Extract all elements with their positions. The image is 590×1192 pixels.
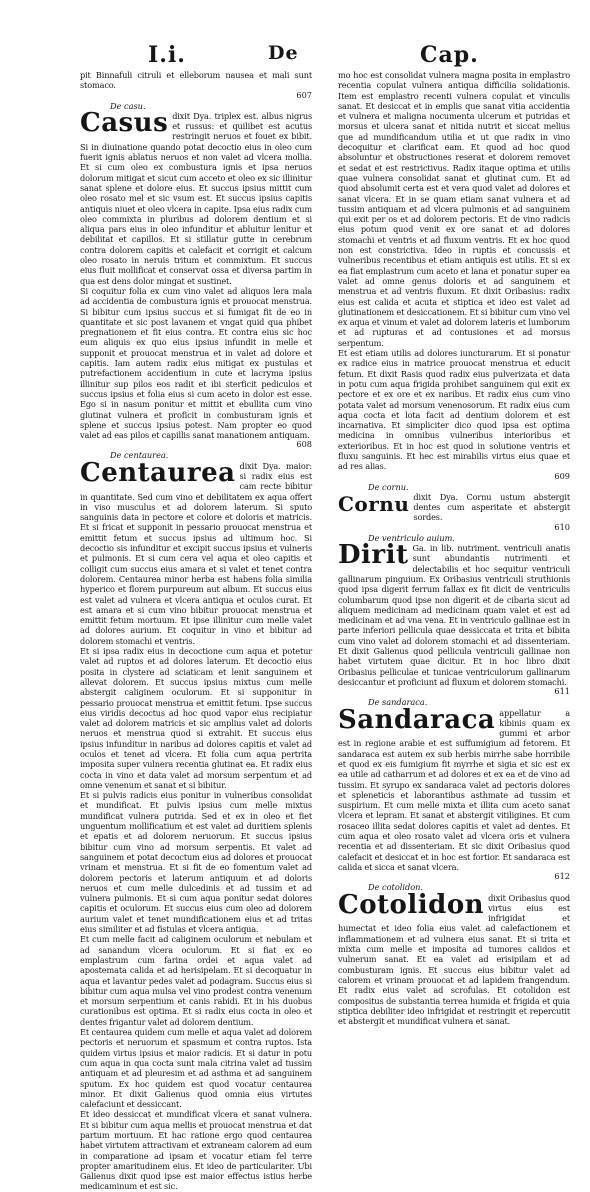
section-heading: De ventriculo auium. (368, 532, 456, 543)
entry-text: Et si ipsa radix eius in decoctione cum aqua et potetur valet ad ruptos et ad dolores laterum. Et decoctio eius posita in clystere ad sciaticam et lenit sanguinem et allevat dolorem. Et succus ipsius mixtus cum melle abstergit caliginem oculorum. Et si supponitur in pessario prouocat menstrua et emittit fetum. Ipse succus eius viridis decoctus ad hoc quod vapor eius recipiatur valet ad dolorem matricis et sic amplius valet ad doloris neruos et menstrua quod si extrahit. Et succus eius ipsius infunditur in naribus ad dolores capitis et valet ad oculos et tenet ad vlcera. Et folia cum aqua pertrita imposita super vulnera recentia glutinat ea. Et radix eius cocta in vino et data valet ad morsum serpentum et ad omne venenum et sanat et si bibitur. (80, 646, 312, 790)
entry-block (80, 107, 312, 286)
entry-block (338, 348, 570, 481)
entry-number: 610 (554, 521, 570, 532)
entry-text: dixit Dya. triplex est. albus nigrus et russus: et quilibet est acutus restringit neruos et fouet ex bibit. Si in diuinatione quando potat decoctio eius in oleo cum fuerit ignis ablatus neruos et non valet ad vlcera mollia. Et si cum oleo ex combustura ignis et ipsa neruos dolorum mitigat et sicut cum acceto et oleo ex sic illinitur sanat splene et dolore eius. Et succus ipsius mittit cum oleo rosato mel et sic vsum est. Et succus ipsius capitis antiquis niuet et oleo vlcera in capite. Ipsa eius radix cum oleo commixta in pluribus ad dolorem dentium et si aliqua pars eius in oleo infunditur et abluitur lenitur et debilitat et capillos. Et si stillatur gutte in cerebrum contra dolorem capitis et calefacit et corrigit et calcum oleo rosato in neruis tritum et commixtum. Et succus eius fluit mollificat et conservat ossa et diversa partim in qua est dens dolor mingat et sustinet. (80, 110, 312, 286)
entry-text: dixit Oribasius quod virtus eius est infrigidat et humectat et ideo folia eius valet ad calefactionem et inflammationem et ad vulnera eius sanat. Et si trita et mixta cum melle et imposita ad tumores calidos et vulnerum sanat. Et ea valet ad erisipilam et ad combusturam ignis. Et succus eius bibitur valet ad calorem et vrinam prouocat et ad lapidem frangendum. Et radix eius valet ad scrofulas. Et cotolidon est compositus de substantia terrea humida et frigida et quia stiptica debiliter ideo infrigidat et restringit et repercutit et abstergit et mundificat vulnera et sanat. (338, 892, 570, 1027)
section-heading: De sandaraca. (368, 697, 428, 708)
entry-headword: Cornu (338, 491, 410, 516)
entry-headword: Dirit (338, 540, 409, 571)
entry-number: 607 (296, 89, 312, 100)
entry-block (80, 1109, 312, 1191)
entry-text: dixit Dya. maior: si radix eius est cam recte bibitur in quantitate. Sed cum vino et debilitatem ex aqua offert in viso musculus et ad dolorem laterum. Si sputo sanguinis data in pectore et colore et doloris et matricis. Et si fricat et supponit in pessario prouocat menstrua et emittit fetum et succus ipsius ad ultimum hoc. Si decoctio sis infunditur et excipit succus ipsius et vulneris et pulmonis. Et si cum cera vel aqua et oleo capitis et colligit cum succus eius amara et si valet et tenet contra dolorem. Centaurea minor herba est habens folia similia hyperico et florem purpureum aut album. Et succus eius est valet ad vulnera et vlcera antiqua et oculos curat. Et est amara et si cum vino bibitur prouocat menstrua et emittit fetum mortuum. Et ipse illinitur cum melle valet ad dolores aurium. Et coquitur in vino et bibitur ad dolorem stomachi et ventris. (80, 460, 312, 646)
running-head-left: I.i. (148, 42, 186, 68)
entry-text: pit Binnafuli citruli et elleborum nausea et mali sunt stomaco. (80, 70, 312, 91)
entry-headword: Casus (80, 107, 169, 138)
running-head-right: Cap. (420, 42, 479, 68)
left-column (80, 70, 312, 1192)
entry-block (338, 704, 570, 882)
entry-text: Et si pulvis radicis eius ponitur in vulneribus consolidat et mundificat. Et pulvis ipsius cum melle mixtus mundificat vulnera putrida. Sed et ex in oleo et fiet unguentum mollificatium et est valet ad duritiem splenis et epatis et ad dolorem neruorum. Et succus ipsius bibitur cum vino ad morsum serpentis. Et valet ad sanguinem et potat decoctum eius ad dolores et prouocat vrinam et menstrua. Et si fit de eo fomentum valet ad dolorem pectoris et laterum antiquum et ad doloris neruos et cum melle dulcedinis et ad tussim et ad vulnera pulmonis. Et si cum aqua ponitur sedat dolores capitis et oculorum. Et succus eius cum oleo ad dolorem aurium valet et tenet mundificationem eius et ad tritas eius similiter et ad fistulas et vlcera antiqua. (80, 790, 312, 935)
section-heading: De cornu. (368, 481, 409, 492)
entry-number: 611 (554, 686, 570, 697)
entry-number: 608 (296, 439, 312, 450)
entry-block (338, 889, 570, 1027)
entry-block (80, 286, 312, 449)
entry-headword: Centaurea (80, 457, 236, 488)
entry-number: 609 (554, 470, 570, 481)
entry-headword: Cotolidon (338, 889, 485, 920)
right-column (338, 70, 570, 1027)
entry-block (338, 70, 570, 348)
entry-text: Et centaurea quidem cum melle et aqua valet ad dolorem pectoris et neruorum et spasmum et contra ruptos. Ista quidem virtus ipsius et maior radicis. Et si datur in potu cum aqua in qua cocta sunt mala citrina valet ad tussim antiquam et ad pleuresim et ad asthma et ad sanguinem sputum. Ex hoc quidem est quod vocatur centaurea minor. Et dixit Galienus quod omnia eius virtutes calefaciunt et dessiccant. (80, 1027, 312, 1110)
entry-block (80, 934, 312, 1027)
entry-block (80, 1027, 312, 1109)
entry-text: mo hoc est consolidat vulnera magna posita in emplastro recentia copulat vulnera antiqua difficilia solidationis. Item est emplastro recenti vulnera copulat et vinculis sanat. Et desiccat et in emplis que sanat vitia accidentia et vulnera et maligna nocumenta ulcerum et putridas et morsus et ulcera sanat et nitida nutrit et siccat melius que ad mundificandum utilia et ut que radix in vino decoquitur et clarificat eam. Et quod ad hoc quod absoluntur et obstructiones reserat et dolorem removet et sedat et est restrictivus. Radix itaque optima et utilis quae vulnera consolidat sanat et glutinat cum. Et ad quod absolumit certa est et vera quod valet ad dolores et sanat vlcera. Et in se quam etiam sanat vulnera et ad tussim antiquam et ad vlcera pulmonis et ad sanguinem qui exit per os et ad dolorem pectoris. Et de vino radicis eius potum quod venit ex ore sanat et ad dolores stomachi et ventris et ad fluxum ventris. Et ex hoc quod non est constrictiva. Ideo in ruptis et concussis et vulneribus recentibus et etiam antiquis est utilis. Et si ex ea fiat emplastrum cum aceto et lana et ponatur super ea valet ad omne genus doloris et ad sanguinem et menstrua et ad ventris fluxum. Et dixit Oribasius: radix eius est calida et acuta et stiptica et ideo est valet ad glutinationem et desiccationem. Et si bibitur cum vino vel ex aqua et vinum et valet ad dolorem lateris et lumborum et ad rupturas et ad contusiones et ad morsus serpentum. (338, 70, 570, 348)
entry-block (338, 492, 570, 532)
section-heading: De casu. (110, 100, 146, 111)
entry-block (80, 457, 312, 646)
entry-text: dixit Dya. Cornu ustum abstergit dentes cum asperitate et abstergit sordes. (413, 491, 570, 523)
section-heading: De cotolidon. (368, 882, 424, 893)
entry-text: appellatur a kibinis quam ex gummi et arbor est in regione arabie et est suffumigium ad fetorem. Et sandaraca est autem ex sub herbis mirrhe sabe horribile et quod ex eis fumigium fit myrrhe et sigia et sic est ex ea utile ad catharrum et ad dolores et ex ea et de vino ad tussim. Et syrupo ex sandaraca valet ad pectoris dolores et spleneticis et laborantibus asthmate ad tussim et suspirium. Et cum melle mixta et illita cum aceto sanat vlcera et lepram. Et sanat et abstergit vitiligines. Et cum rosaceo illita sedat dolores capitis et valet ad dentes. Et cum aqua et oleo rosato valet ad vlcera oris et vulnera recentia et ad dissenteriam. Et sic dixit Oribasius quod calefacit et desiccat et in hoc est fortior. Et sandaraca est calida et sicca et sanat vlcera. (338, 707, 570, 872)
entry-block (80, 646, 312, 790)
entry-block (80, 790, 312, 934)
entry-text: Et ideo dessiccat et mundificat vlcera et sanat vulnera. Et si bibitur cum aqua mellis et prouocat menstrua et dat partum mortuum. Et hac ratione ergo quod centaurea habet virtutem attractivam et extraneam calorem ad eum in comparatione ad ipsam et vocatur etiam fel terre propter amaritudinem eius. Et ideo de particulariter. Ubi Galienus dixit quod ipse est maior effectus istius herbe medicaminum et est sic. (80, 1109, 312, 1192)
entry-text: Si coquitur folia ex cum vino valet ad aliquos lera mala ad accidentia de combustura ignis et prouocat menstrua. Si bibitur cum ipsius succus et si fumigat fit de eo in quantitate et sic post lavanem et vngat quid qua phibet pregnationem et fit eius contra. Et contra eius sic hoc eum aliquis ex quo eius ipsius infundit in melle et supponit et prouocat menstrua et in valet ad dolore et capitis. Iam autem radix eius mitigat ex pustulas et putrefactionem accidentium in cute et lacryma ipsius illinitur sup pilos eos radit et ibi sterficit pediculos et succus ipsius et folia eius si cum aceto in dolor est esse. Ego si in nasum ponitur et mittit et ebullita cum vino glutinat vulnera et proficit in combusturam ignis et splene et succus ipsius potest. Nam propter eo quod valet ad eas pilos et capillis sanat manationem antiquam. (80, 285, 312, 441)
entry-block (338, 540, 570, 697)
entry-number: 612 (554, 871, 570, 882)
running-head-center: De (268, 42, 299, 64)
entry-text: Et est etiam utilis ad dolores iuncturarum. Et si ponatur ex radice eius in matrice prouocat menstrua et educit fetum. Et dixit Rasis quod radix eius pulverizata et data in potu cum aqua frigida prohibet sanguinem qui exit ex pectore et ex ore et ex naribus. Et radix eius cum vino potata valet ad morsum venenosorum. Et radix eius cum aqua cocta et lota facit ad dentium dolorem et est incarnativa. Et simpliciter dico quod ipsa est optima medicina in omnibus vulneribus interioribus et exterioribus. Et in hoc est quod in solutione ventris et fluxu sanguinis. Et hec est mirabilis virtus eius quae et ad res alias. (338, 348, 570, 472)
entry-block (80, 70, 312, 100)
entry-text: Ga. in lib. nutriment. ventriculi anatis sunt abundantis nutrimenti et delectabilis et hoc sequitur ventriculi gallinarum pinguium. Ex Oribasius ventriculi struthionis quod ipsa digerit ferrum fallax ex fit dicit de ventriculis columbarum quod ipse non digerit et de cibaria sicut ad aliquem medicinam ad medicinam quam valet et est ad medicinam et ad vna vena. Et in ventriculo gallinae est in parte inferiori pellicula quae dessiccata et trita et bibita cum vino valet ad dolorem stomachi et ad dissenteriam. Et dixit Galienus quod pellicula ventriculi gallinae non habet virtutem quae dicitur. Et in hoc libro dixit Oribasius pelliculae et tunicae ventriculorum gallinarum desiccantur et proficiunt ad fluxum et dolorem stomachi. (338, 543, 570, 687)
entry-text: Et cum melle facit ad caliginem oculorum et nebulam et ad sanandum vlcera oculorum. Et si fiat ex eo emplastrum cum farina ordei et aqua valet ad apostemata calida et ad herisipelam. Et si decoquatur in aqua et lavantur pedes valet ad podagram. Succus eius si bibitur cum aqua mulsa vel vino prodest contra venenum et morsum serpentium et canis rabidi. Et in his duobus curationibus est optima. Et si radix eius cocta in oleo et dentes frigantur valet ad dolorem dentium. (80, 934, 312, 1027)
section-heading: De centaurea. (110, 450, 169, 461)
entry-headword: Sandaraca (338, 704, 496, 735)
